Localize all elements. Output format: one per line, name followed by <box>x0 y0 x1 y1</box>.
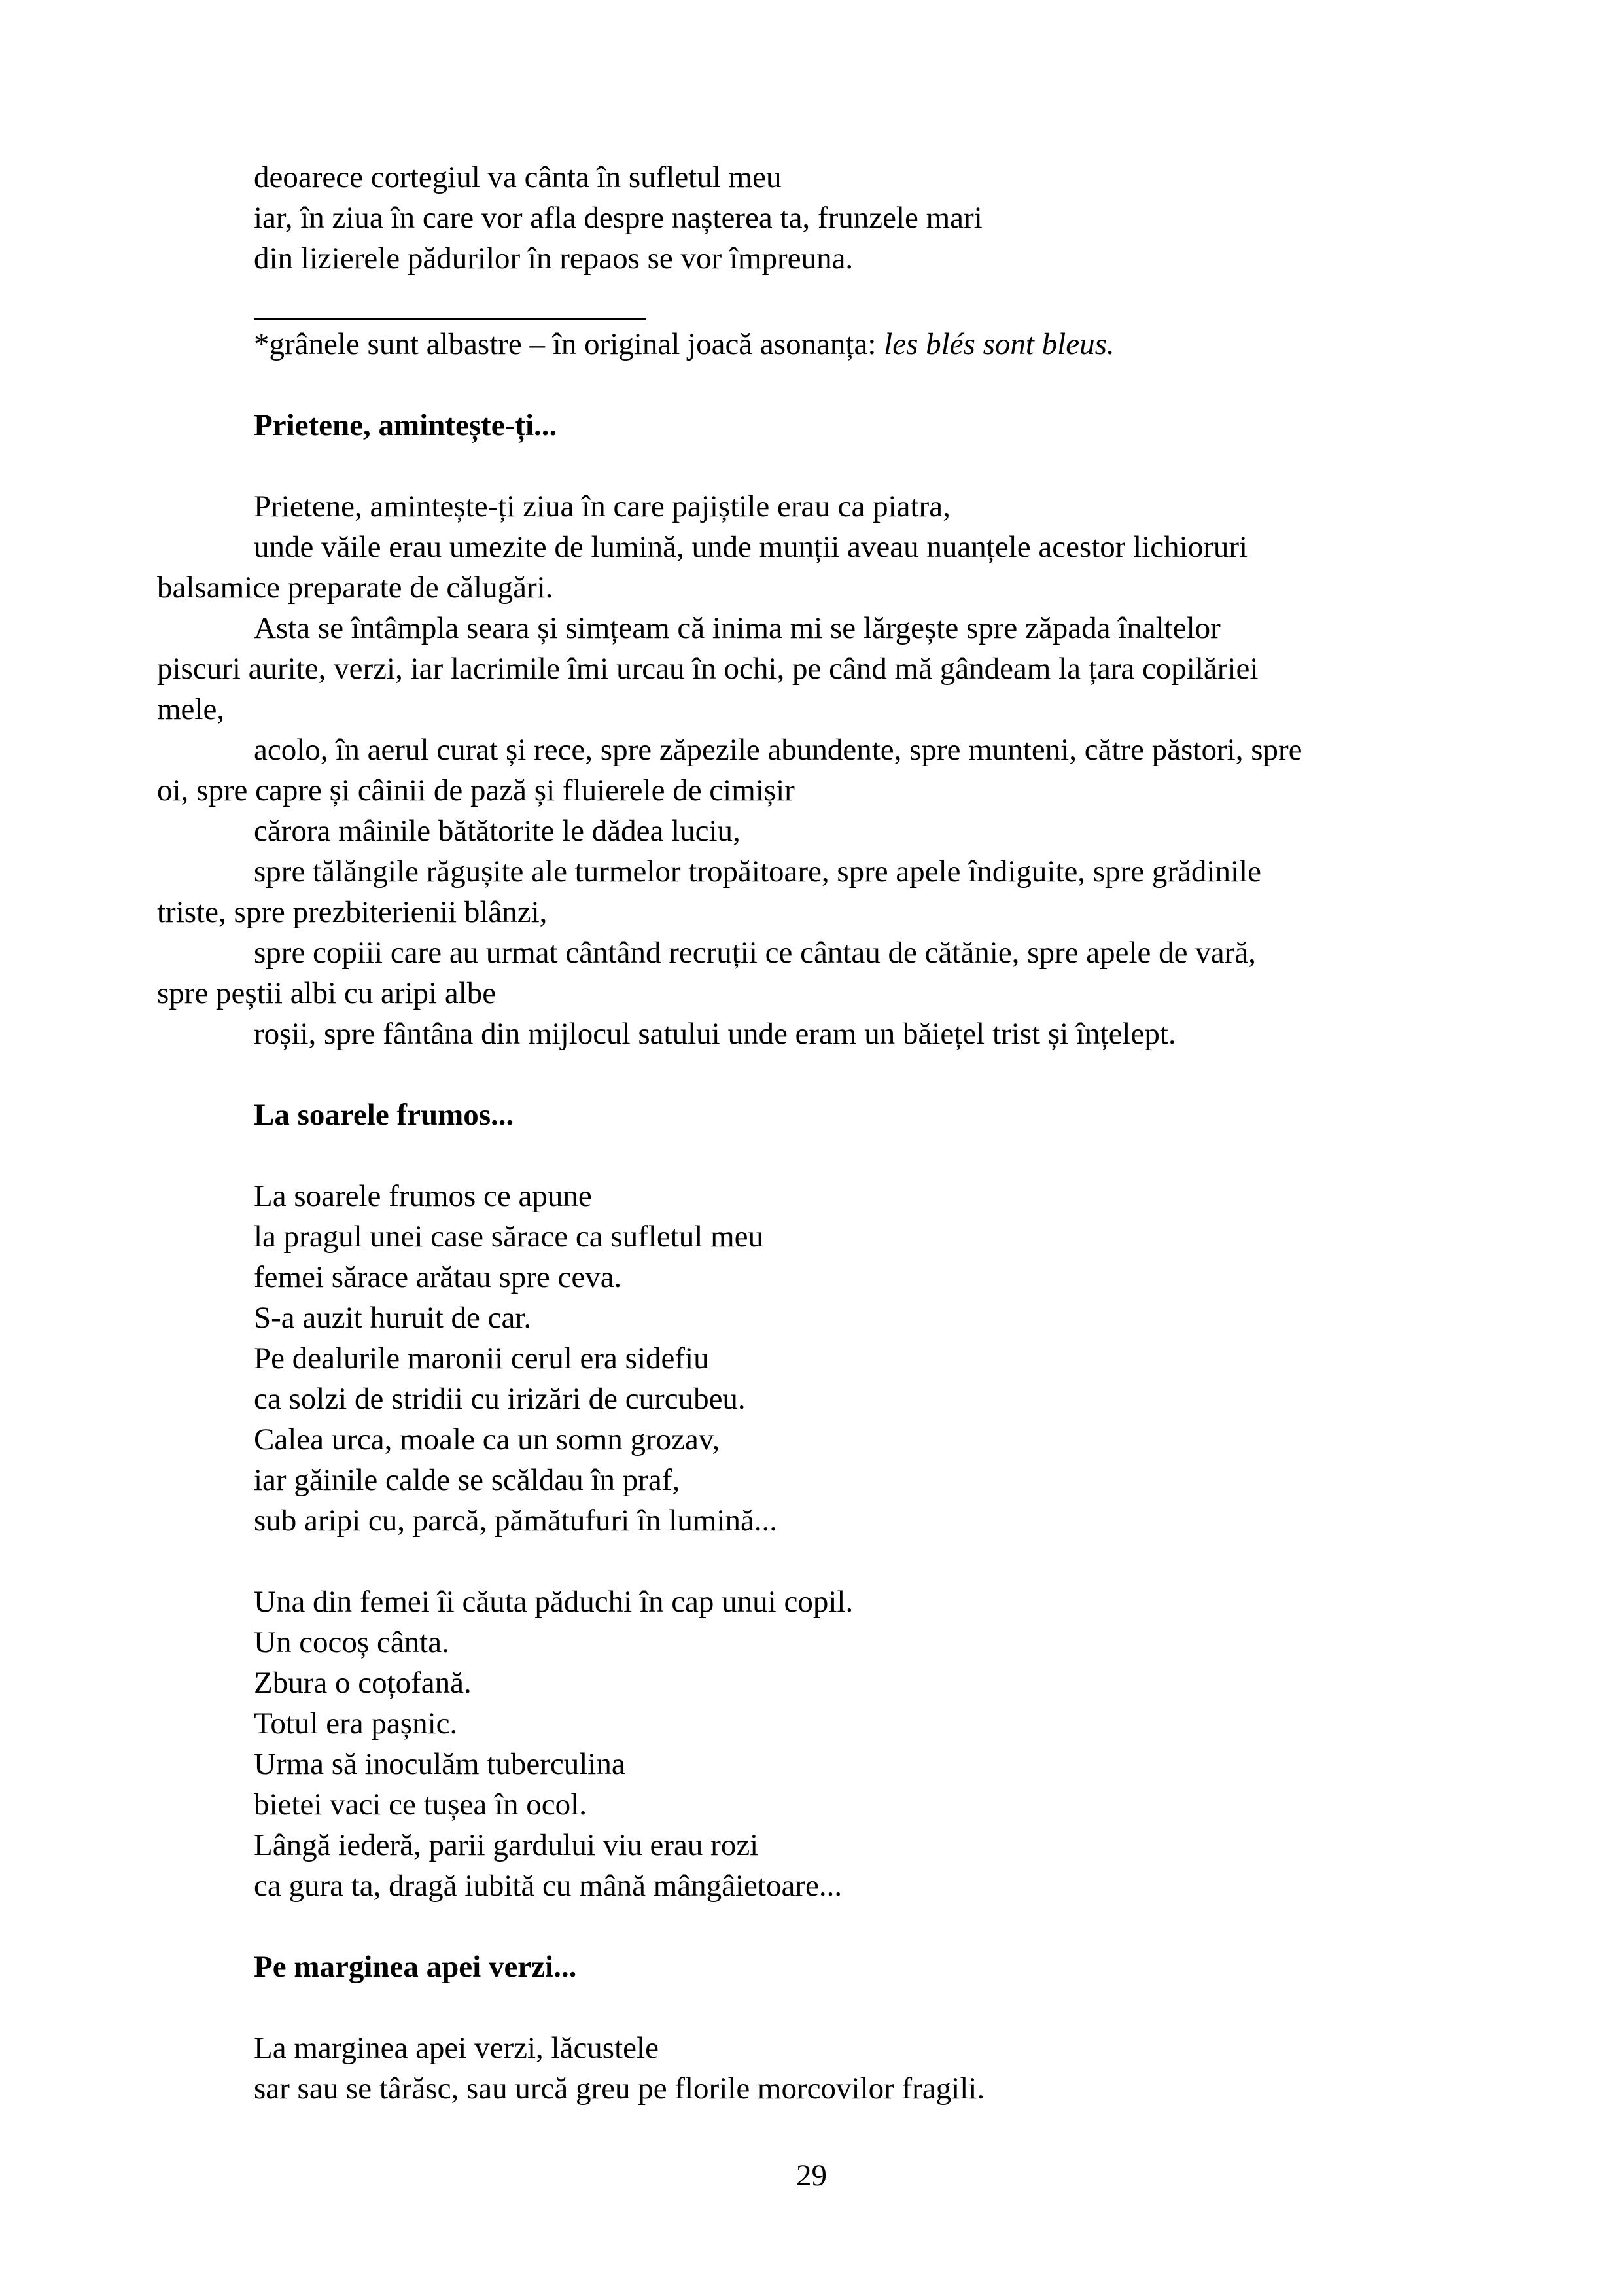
footnote-text: *grânele sunt albastre – în original joacă asonanța: <box>254 327 884 361</box>
poem-line: unde văile erau umezite de lumină, unde munții aveau nuanțele acestor lichioruri <box>254 530 1248 564</box>
poem-line: mele, <box>157 692 225 726</box>
poem-line: la pragul unei case sărace ca sufletul meu <box>254 1220 764 1254</box>
poem-line: spre peștii albi cu aripi albe <box>157 976 497 1010</box>
poem-title: Pe marginea apei verzi... <box>254 1950 577 1984</box>
fragment-line: iar, în ziua în care vor afla despre nașterea ta, frunzele mari <box>254 201 983 235</box>
footnote <box>254 329 1115 360</box>
poem-title: La soarele frumos... <box>254 1098 514 1132</box>
page-number: 29 <box>796 2159 827 2193</box>
poem-line: Lângă iederă, parii gardului viu erau rozi <box>254 1828 759 1862</box>
poem-line: La marginea apei verzi, lăcustele <box>254 2031 659 2065</box>
fragment-line: din lizierele pădurilor în repaos se vor împreuna. <box>254 241 854 275</box>
poem-line: piscuri aurite, verzi, iar lacrimile îmi urcau în ochi, pe când mă gândeam la țara copilăriei <box>157 652 1259 686</box>
poem-line: La soarele frumos ce apune <box>254 1179 592 1213</box>
poem-line: Pe dealurile maronii cerul era sidefiu <box>254 1341 709 1375</box>
poem-line: oi, spre capre și câinii de pază și fluierele de cimișir <box>157 773 795 807</box>
poem-line: triste, spre prezbiterienii blânzi, <box>157 895 548 929</box>
poem-line: ca gura ta, dragă iubită cu mână mângâietoare... <box>254 1869 843 1903</box>
poem-line: Prietene, amintește-ți ziua în care pajiștile erau ca piatra, <box>254 489 951 523</box>
poem-line: roșii, spre fântâna din mijlocul satului unde eram un băiețel trist și înțelept. <box>254 1017 1176 1051</box>
poem-line: Asta se întâmpla seara și simțeam că inima mi se lărgește spre zăpada înaltelor <box>254 611 1221 645</box>
poem-line: balsamice preparate de călugări. <box>157 571 553 605</box>
fragment-line: deoarece cortegiul va cânta în sufletul meu <box>254 160 782 194</box>
poem-line: S-a auzit huruit de car. <box>254 1301 532 1335</box>
poem-line: cărora mâinile bătătorite le dădea luciu, <box>254 814 741 848</box>
poem-line: spre tălăngile răgușite ale turmelor tropăitoare, spre apele îndiguite, spre grădinile <box>254 855 1261 889</box>
poem-line: sar sau se târăsc, sau urcă greu pe florile morcovilor fragili. <box>254 2072 985 2106</box>
poem-line: iar găinile calde se scăldau în praf, <box>254 1463 680 1497</box>
poem-line: Calea urca, moale ca un somn grozav, <box>254 1422 720 1457</box>
footnote-separator <box>254 318 646 320</box>
poem-title: Prietene, amintește-ți... <box>254 408 557 442</box>
poem-line: bietei vaci ce tușea în ocol. <box>254 1788 587 1822</box>
poem-line: sub aripi cu, parcă, pămătufuri în lumină... <box>254 1504 778 1538</box>
footnote-italic: les blés sont bleus. <box>884 327 1115 361</box>
poem-line: Zbura o coțofană. <box>254 1666 472 1700</box>
poem-line: femei sărace arătau spre ceva. <box>254 1260 622 1294</box>
poem-line: ca solzi de stridii cu irizări de curcubeu. <box>254 1382 746 1416</box>
poem-line: Totul era pașnic. <box>254 1706 458 1740</box>
poem-line: spre copiii care au urmat cântând recruții ce cântau de cătănie, spre apele de vară, <box>254 936 1256 970</box>
poem-line: Una din femei îi căuta păduchi în cap unui copil. <box>254 1585 854 1619</box>
poem-line: Un cocoș cânta. <box>254 1625 449 1659</box>
poem-line: acolo, în aerul curat și rece, spre zăpezile abundente, spre munteni, către păstori, spre <box>254 733 1302 767</box>
poem-line: Urma să inoculăm tuberculina <box>254 1747 625 1781</box>
